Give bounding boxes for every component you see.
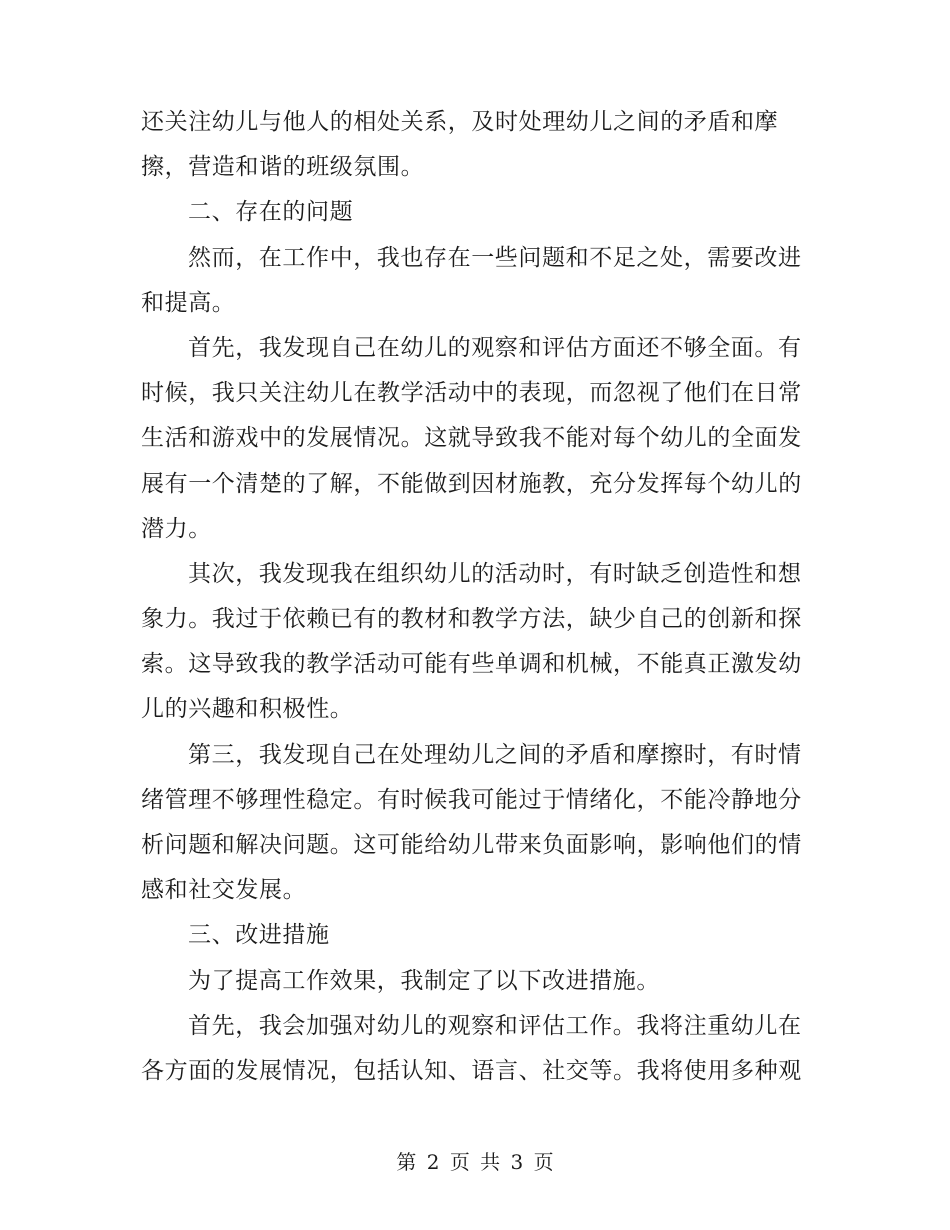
text-line: 擦，营造和谐的班级氛围。 [141,154,425,181]
section-heading: 三、改进措施 [188,922,330,949]
text-line: 索。这导致我的教学活动可能有些单调和机械，不能真正激发幼 [141,651,802,678]
text-line: 生活和游戏中的发展情况。这就导致我不能对每个幼儿的全面发 [141,425,802,452]
text-line: 为了提高工作效果，我制定了以下改进措施。 [188,967,660,994]
text-line: 象力。我过于依赖已有的教材和教学方法，缺少自己的创新和探 [141,606,802,633]
text-line: 首先，我发现自己在幼儿的观察和评估方面还不够全面。有 [188,334,802,361]
text-line: 还关注幼儿与他人的相处关系，及时处理幼儿之间的矛盾和摩 [141,109,779,135]
text-line: 首先，我会加强对幼儿的观察和评估工作。我将注重幼儿在 [188,1012,802,1039]
text-line: 第三，我发现自己在处理幼儿之间的矛盾和摩擦时，有时情 [188,741,802,768]
text-line: 儿的兴趣和积极性。 [141,696,354,723]
text-line: 时候，我只关注幼儿在教学活动中的表现，而忽视了他们在日常 [141,380,802,407]
text-line: 其次，我发现我在组织幼儿的活动时，有时缺乏创造性和想 [188,560,802,587]
text-line: 展有一个清楚的了解，不能做到因材施教，充分发挥每个幼儿的 [141,470,802,497]
text-line: 绪管理不够理性稳定。有时候我可能过于情绪化，不能冷静地分 [141,786,802,813]
section-heading: 二、存在的问题 [188,199,354,226]
text-line: 然而，在工作中，我也存在一些问题和不足之处，需要改进 [188,244,802,271]
text-line: 析问题和解决问题。这可能给幼儿带来负面影响，影响他们的情 [141,832,802,858]
page-footer: 第 2 页 共 3 页 [396,1150,554,1174]
text-line: 潜力。 [141,515,212,542]
document-body [141,100,811,1094]
text-line: 和提高。 [141,289,236,316]
text-line: 感和社交发展。 [141,877,307,904]
text-line: 各方面的发展情况，包括认知、语言、社交等。我将使用多种观 [141,1057,802,1084]
